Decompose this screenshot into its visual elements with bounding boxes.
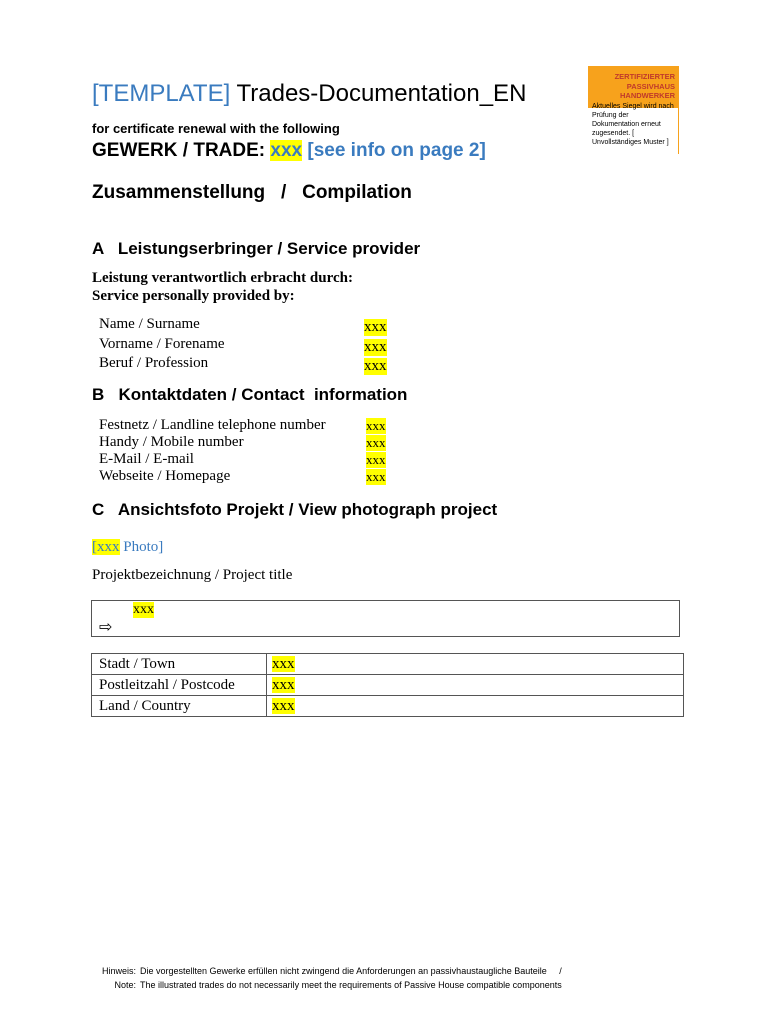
- project-title-label: Projektbezeichnung / Project title: [92, 567, 293, 583]
- template-tag: [TEMPLATE]: [92, 80, 231, 107]
- landline-value: xxx: [366, 418, 386, 433]
- seal-text: Aktuelles Siegel wird nach Prüfung der Dokumentation erneut zugesendet. [ Unvollständiges Muster ]: [592, 103, 674, 146]
- name-value: xxx: [364, 319, 387, 335]
- title-text: Trades-Documentation_EN: [236, 80, 527, 107]
- town-value: xxx: [272, 655, 295, 672]
- project-title-value: xxx: [133, 602, 154, 617]
- section-b-heading: B Kontaktdaten / Contact information: [92, 385, 408, 404]
- hint-key: Hinweis:: [101, 966, 136, 976]
- postcode-cell: [267, 675, 684, 696]
- town-label: Stadt / Town: [92, 654, 267, 675]
- note-text: The illustrated trades do not necessarily meet the requirements of Passive House compatible components: [140, 980, 562, 990]
- arrow-right-icon: ⇨: [99, 619, 113, 636]
- country-label: Land / Country: [92, 696, 267, 717]
- mobile-value: xxx: [366, 435, 386, 450]
- email-value: xxx: [366, 452, 386, 467]
- homepage-value: xxx: [366, 469, 386, 484]
- responsibility-en: Service personally provided by:: [92, 288, 295, 304]
- forename-value: xxx: [364, 339, 387, 355]
- photo-placeholder: [92, 539, 163, 556]
- forename-label: Vorname / Forename: [99, 336, 225, 352]
- location-table: [91, 653, 684, 717]
- table-row: [92, 654, 684, 675]
- trade-value: xxx: [270, 140, 303, 161]
- email-label: E-Mail / E-mail: [99, 451, 194, 467]
- landline-label: Festnetz / Landline telephone number: [99, 417, 326, 433]
- certification-seal: [588, 66, 679, 154]
- seal-title: ZERTIFIZIERTER PASSIVHAUS HANDWERKER: [614, 72, 675, 100]
- trade-label: GEWERK / TRADE:: [92, 140, 266, 161]
- section-a-heading: A Leistungserbringer / Service provider: [92, 239, 421, 258]
- profession-label: Beruf / Profession: [99, 355, 209, 371]
- footer-note: [92, 964, 562, 992]
- subtitle: for certificate renewal with the following: [92, 121, 340, 136]
- country-cell: [267, 696, 684, 717]
- trade-note: [see info on page 2]: [307, 140, 486, 161]
- postcode-value: xxx: [272, 676, 295, 693]
- compilation-heading: Zusammenstellung / Compilation: [92, 182, 412, 203]
- profession-value: xxx: [364, 358, 387, 374]
- town-cell: [267, 654, 684, 675]
- table-row: [92, 696, 684, 717]
- country-value: xxx: [272, 697, 295, 714]
- table-row: [92, 675, 684, 696]
- responsibility-de: Leistung verantwortlich erbracht durch:: [92, 270, 353, 286]
- mobile-label: Handy / Mobile number: [99, 434, 244, 450]
- hint-text: Die vorgestellten Gewerke erfüllen nicht zwingend die Anforderungen an passivhaustaugliche Bauteile /: [140, 966, 562, 976]
- postcode-label: Postleitzahl / Postcode: [92, 675, 267, 696]
- section-c-heading: C Ansichtsfoto Projekt / View photograph project: [92, 500, 498, 519]
- homepage-label: Webseite / Homepage: [99, 468, 231, 484]
- document-title: [92, 80, 526, 108]
- photo-value: [xxx: [92, 539, 120, 555]
- trade-line: [92, 140, 486, 162]
- project-title-box: [91, 600, 680, 637]
- seal-rule: [678, 108, 679, 154]
- note-key: Note:: [114, 980, 136, 990]
- name-label: Name / Surname: [99, 316, 200, 332]
- photo-label: Photo]: [119, 539, 164, 555]
